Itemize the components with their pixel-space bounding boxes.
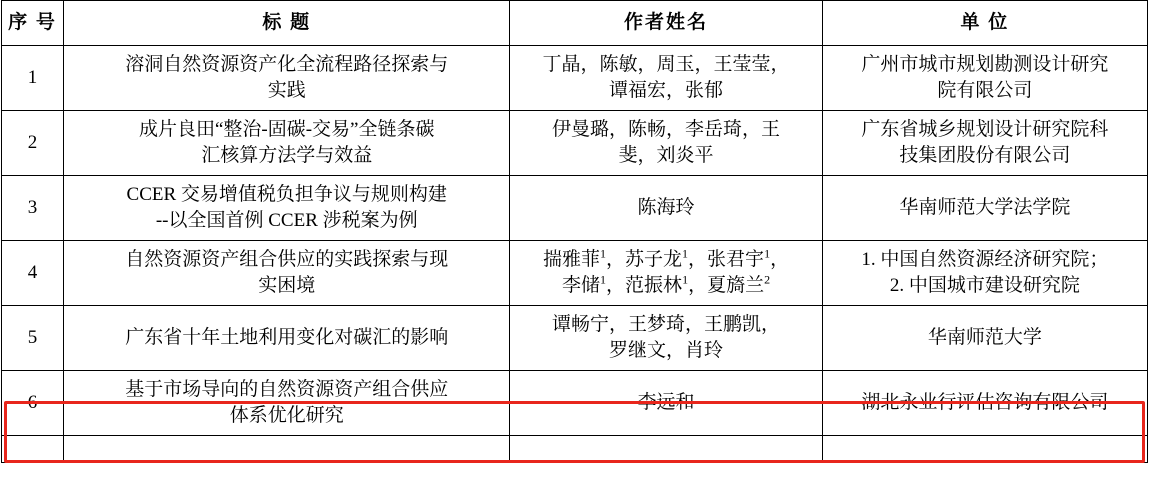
column-header-title: 标 题 bbox=[64, 1, 510, 46]
cell-authors-line: 伊曼璐，陈畅，李岳琦，王 bbox=[552, 118, 781, 140]
cell-organization-line: 广州市城市规划勘测设计研究 bbox=[861, 53, 1109, 75]
cell-organization bbox=[822, 241, 1147, 306]
table-row bbox=[2, 111, 1148, 176]
cell-authors bbox=[510, 176, 822, 241]
cell-number bbox=[2, 436, 64, 463]
cell-organization-line: 1. 中国自然资源经济研究院； bbox=[861, 248, 1109, 270]
cell-title-line: 溶洞自然资源资产化全流程路径探索与 bbox=[125, 53, 449, 75]
table-row bbox=[2, 241, 1148, 306]
cell-authors-line: 李远和 bbox=[637, 391, 695, 413]
cell-authors-line: 谭畅宁，王梦琦，王鹏凯， bbox=[552, 313, 781, 335]
table-header-row bbox=[2, 1, 1148, 46]
cell-title bbox=[64, 176, 510, 241]
column-header-organization: 单 位 bbox=[822, 1, 1147, 46]
cell-authors bbox=[510, 436, 822, 463]
cell-title-line: 实践 bbox=[267, 80, 306, 101]
table-row bbox=[2, 46, 1148, 111]
cell-title-line: 广东省十年土地利用变化对碳汇的影响 bbox=[125, 326, 449, 348]
column-header-author: 作者姓名 bbox=[510, 1, 822, 46]
cell-title-line: 体系优化研究 bbox=[229, 405, 344, 426]
cell-authors bbox=[510, 241, 822, 306]
cell-authors-line: 罗继文，肖玲 bbox=[609, 340, 724, 361]
cell-organization-line: 技集团股份有限公司 bbox=[899, 145, 1071, 166]
column-header-number: 序 号 bbox=[2, 1, 64, 46]
cell-organization-line: 广东省城乡规划设计研究院科 bbox=[861, 118, 1109, 140]
cell-title bbox=[64, 371, 510, 436]
cell-organization-line: 华南师范大学 bbox=[927, 326, 1042, 348]
cell-title bbox=[64, 436, 510, 463]
cell-title-line: 成片良田“整治-固碳-交易”全链条碳 bbox=[138, 118, 435, 140]
cell-authors-line: 斐，刘炎平 bbox=[618, 145, 714, 166]
table-body bbox=[2, 46, 1148, 463]
cell-title-line: --以全国首例 CCER 涉税案为例 bbox=[155, 210, 418, 231]
cell-authors bbox=[510, 371, 822, 436]
cell-title bbox=[64, 111, 510, 176]
cell-organization bbox=[822, 436, 1147, 463]
cell-authors bbox=[510, 111, 822, 176]
cell-organization bbox=[822, 306, 1147, 371]
cell-organization-line: 2. 中国城市建设研究院 bbox=[889, 275, 1080, 296]
cell-authors-line: 揣雅菲$^1$，苏子龙$^1$，张君宇$^1$， bbox=[543, 246, 790, 270]
cell-number: 3 bbox=[2, 176, 64, 241]
cell-authors-line: 陈海玲 bbox=[637, 196, 695, 218]
cell-title-line: CCER 交易增值税负担争议与规则构建 bbox=[126, 183, 447, 205]
cell-organization-line: 华南师范大学法学院 bbox=[899, 196, 1071, 218]
table-row bbox=[2, 306, 1148, 371]
cell-number: 5 bbox=[2, 306, 64, 371]
cell-organization bbox=[822, 371, 1147, 436]
cell-authors bbox=[510, 46, 822, 111]
cell-title-line: 基于市场导向的自然资源资产组合供应 bbox=[125, 378, 449, 400]
cell-organization bbox=[822, 176, 1147, 241]
cell-authors bbox=[510, 306, 822, 371]
cell-title-line: 实困境 bbox=[258, 275, 316, 296]
cell-organization bbox=[822, 46, 1147, 111]
table-row-highlighted bbox=[2, 371, 1148, 436]
cell-title-line: 自然资源资产组合供应的实践探索与现 bbox=[125, 248, 449, 270]
cell-organization bbox=[822, 111, 1147, 176]
cell-authors-line: 李储$^1$，范振林$^1$，夏旖兰$^2$ bbox=[562, 272, 771, 296]
cell-number: 6 bbox=[2, 371, 64, 436]
cell-title bbox=[64, 241, 510, 306]
table-row-empty bbox=[2, 436, 1148, 463]
cell-title bbox=[64, 46, 510, 111]
cell-title bbox=[64, 306, 510, 371]
cell-authors-line: 丁晶，陈敏，周玉，王莹莹， bbox=[542, 53, 790, 75]
table-header bbox=[2, 1, 1148, 46]
submissions-table bbox=[1, 0, 1148, 463]
cell-authors-line: 谭福宏，张郁 bbox=[609, 80, 724, 101]
cell-organization-line: 院有限公司 bbox=[937, 80, 1033, 101]
cell-organization-line: 湖北永业行评估咨询有限公司 bbox=[861, 391, 1109, 413]
cell-number: 2 bbox=[2, 111, 64, 176]
cell-number: 4 bbox=[2, 241, 64, 306]
cell-title-line: 汇核算方法学与效益 bbox=[201, 145, 373, 166]
table-row bbox=[2, 176, 1148, 241]
cell-number: 1 bbox=[2, 46, 64, 111]
